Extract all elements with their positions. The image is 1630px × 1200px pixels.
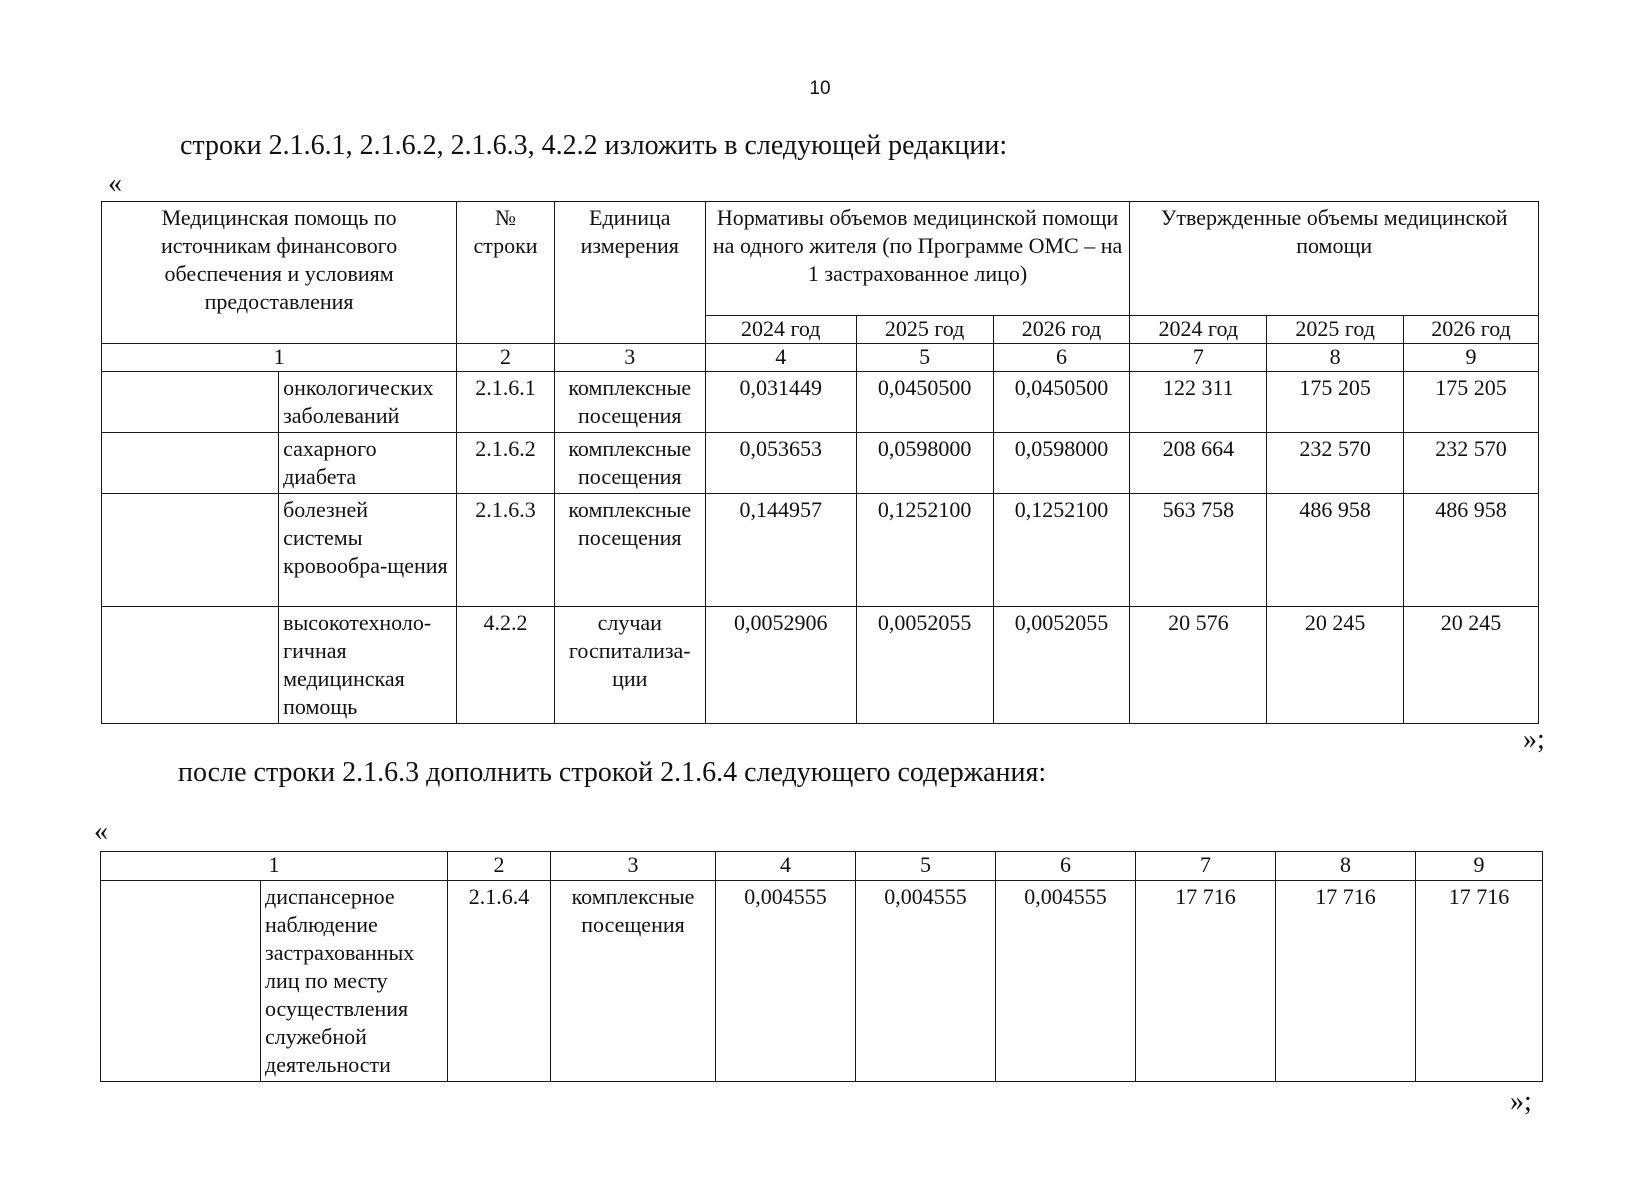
column-number: 9: [1404, 344, 1539, 372]
value-cell: 0,0052055: [856, 607, 993, 724]
header-norms-group: Нормативы объемов медицинской помощи на одного жителя (по Программе ОМС – на 1 застрахованное лицо): [705, 202, 1130, 316]
volumes-table: [101, 201, 1539, 724]
row-unit: комплексные посещения: [551, 881, 716, 1082]
column-number: 6: [993, 344, 1130, 372]
value-cell: 175 205: [1267, 372, 1404, 433]
row-name: высокотехноло-гичная медицинская помощь: [279, 607, 457, 724]
addition-table: [100, 851, 1543, 1082]
column-number: 7: [1130, 344, 1267, 372]
header-row-number: № строки: [457, 202, 555, 344]
column-number: 1: [102, 344, 457, 372]
value-cell: 20 245: [1267, 607, 1404, 724]
column-number: 3: [551, 852, 716, 881]
value-cell: 0,0450500: [856, 372, 993, 433]
value-cell: 0,0052906: [705, 607, 856, 724]
value-cell: 20 245: [1404, 607, 1539, 724]
column-number: 4: [705, 344, 856, 372]
value-cell: 208 664: [1130, 433, 1267, 494]
value-cell: 0,144957: [705, 494, 856, 607]
blank-cell: [102, 494, 279, 607]
blank-cell: [102, 433, 279, 494]
row-name: онкологических заболеваний: [279, 372, 457, 433]
value-cell: 232 570: [1404, 433, 1539, 494]
row-unit: комплексные посещения: [554, 372, 705, 433]
header-year: 2025 год: [856, 316, 993, 344]
column-number: 8: [1267, 344, 1404, 372]
column-number: 8: [1276, 852, 1416, 881]
header-unit: Единица измерения: [554, 202, 705, 344]
header-medical-care: Медицинская помощь по источникам финансового обеспечения и условиям предоставления: [102, 202, 457, 344]
table-row: [102, 372, 1539, 433]
opening-quote-2: «: [94, 816, 108, 847]
row-name: болезней системы кровообра-щения: [279, 494, 457, 607]
table-row: [102, 607, 1539, 724]
column-number: 1: [101, 852, 448, 881]
column-number: 3: [554, 344, 705, 372]
value-cell: 486 958: [1267, 494, 1404, 607]
column-number: 6: [996, 852, 1136, 881]
column-number: 2: [448, 852, 551, 881]
value-cell: 563 758: [1130, 494, 1267, 607]
row-number: 2.1.6.1: [457, 372, 555, 433]
value-cell: 0,004555: [856, 881, 996, 1082]
value-cell: 122 311: [1130, 372, 1267, 433]
header-year: 2026 год: [1404, 316, 1539, 344]
header-year: 2025 год: [1267, 316, 1404, 344]
column-number: 7: [1136, 852, 1276, 881]
row-name: диспансерное наблюдение застрахованных лиц по месту осуществления служебной деятельности: [261, 881, 448, 1082]
blank-cell: [102, 607, 279, 724]
closing-quote-2: »;: [1510, 1086, 1532, 1117]
header-year: 2024 год: [705, 316, 856, 344]
row-unit: случаи госпитализа-ции: [554, 607, 705, 724]
closing-quote-1: »;: [1523, 724, 1545, 755]
amendment-instruction-2: после строки 2.1.6.3 дополнить строкой 2.1.6.4 следующего содержания:: [178, 757, 1047, 788]
value-cell: 20 576: [1130, 607, 1267, 724]
header-year: 2024 год: [1130, 316, 1267, 344]
value-cell: 0,1252100: [993, 494, 1130, 607]
value-cell: 232 570: [1267, 433, 1404, 494]
row-number: 2.1.6.2: [457, 433, 555, 494]
value-cell: 17 716: [1136, 881, 1276, 1082]
table-row: [102, 494, 1539, 607]
blank-cell: [102, 372, 279, 433]
blank-cell: [101, 881, 261, 1082]
column-number: 5: [856, 344, 993, 372]
amendment-instruction-1: строки 2.1.6.1, 2.1.6.2, 2.1.6.3, 4.2.2 изложить в следующей редакции:: [180, 130, 1008, 161]
page-number: 10: [809, 78, 831, 99]
column-number: 5: [856, 852, 996, 881]
value-cell: 17 716: [1276, 881, 1416, 1082]
opening-quote-1: «: [108, 168, 122, 199]
value-cell: 0,053653: [705, 433, 856, 494]
value-cell: 0,004555: [716, 881, 856, 1082]
row-unit: комплексные посещения: [554, 494, 705, 607]
value-cell: 0,004555: [996, 881, 1136, 1082]
value-cell: 0,0450500: [993, 372, 1130, 433]
table-row: [101, 881, 1543, 1082]
value-cell: 0,0052055: [993, 607, 1130, 724]
row-name: сахарного диабета: [279, 433, 457, 494]
row-number: 4.2.2: [457, 607, 555, 724]
value-cell: 486 958: [1404, 494, 1539, 607]
column-number: 2: [457, 344, 555, 372]
value-cell: 0,0598000: [856, 433, 993, 494]
column-number: 4: [716, 852, 856, 881]
value-cell: 17 716: [1416, 881, 1543, 1082]
value-cell: 0,1252100: [856, 494, 993, 607]
row-number: 2.1.6.3: [457, 494, 555, 607]
header-year: 2026 год: [993, 316, 1130, 344]
value-cell: 0,031449: [705, 372, 856, 433]
column-number: 9: [1416, 852, 1543, 881]
value-cell: 175 205: [1404, 372, 1539, 433]
header-volumes-group: Утвержденные объемы медицинской помощи: [1130, 202, 1539, 316]
row-number: 2.1.6.4: [448, 881, 551, 1082]
value-cell: 0,0598000: [993, 433, 1130, 494]
table-row: [102, 433, 1539, 494]
row-unit: комплексные посещения: [554, 433, 705, 494]
